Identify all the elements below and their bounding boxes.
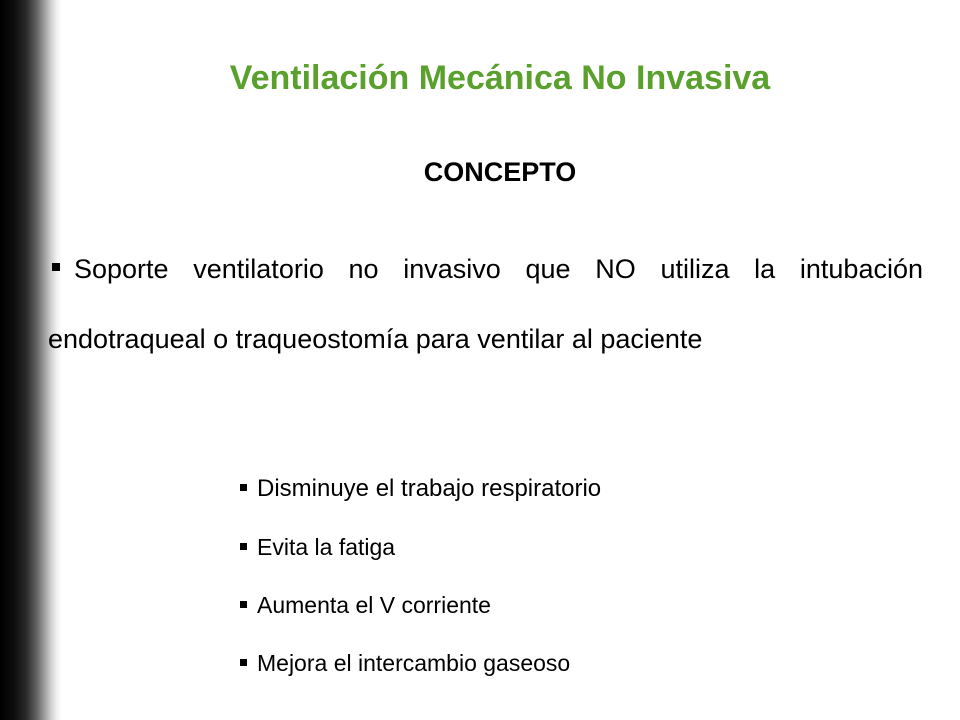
list-item (238, 518, 601, 576)
list-item-text: Mejora el intercambio gaseoso (257, 650, 571, 676)
main-bullet-text: Soporte ventilatorio no invasivo que NO utiliza la intubación endotraqueal o traqueostomía para ventilar al paciente (48, 254, 923, 354)
list-item (238, 460, 601, 518)
list-item-text: Aumenta el V corriente (257, 592, 491, 618)
section-heading: CONCEPTO (423, 157, 577, 187)
slide-title: Ventilación Mecánica No Invasiva (229, 59, 771, 97)
list-item-text: Disminuye el trabajo respiratorio (257, 475, 602, 502)
benefits-list (238, 460, 601, 692)
square-bullet-icon (240, 484, 247, 491)
square-bullet-icon (240, 601, 247, 608)
square-bullet-icon (240, 659, 247, 666)
square-bullet-icon (52, 263, 60, 271)
list-item (238, 576, 601, 634)
main-bullet (48, 234, 923, 374)
square-bullet-icon (240, 543, 247, 550)
list-item-text: Evita la fatiga (257, 534, 396, 560)
list-item (238, 634, 601, 692)
